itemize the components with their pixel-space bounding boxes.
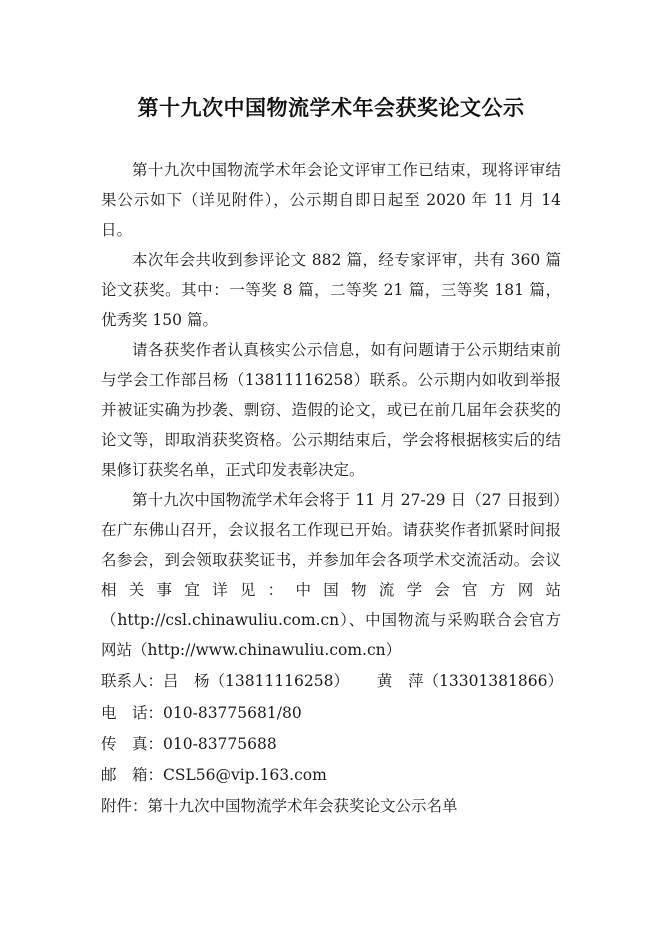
phone-label: 电 话： xyxy=(101,704,164,722)
contact-person-1: 吕 杨（13811116258） xyxy=(163,672,349,690)
contact-label: 联系人： xyxy=(101,672,164,690)
paragraph-review-result: 第十九次中国物流学术年会论文评审工作已结束，现将评审结果公示如下（详见附件），公示期自即日起至 2020 年 11 月 14 日。 xyxy=(101,161,561,239)
email-value: CSL56@vip.163.com xyxy=(163,766,327,784)
email-label: 邮 箱： xyxy=(101,766,164,784)
fax-line xyxy=(101,729,571,759)
email-line xyxy=(101,760,571,790)
paragraph-verification-notice: 请各获奖作者认真核实公示信息，如有问题请于公示期结束前与学会工作部吕杨（13811116258）联系。公示期内如收到举报并被证实确为抄袭、剽窃、造假的论文，或已在前几届年会获奖的论文等，即取消获奖资格。公示期结束后，学会将根据核实后的结果修订获奖名单，正式印发表彰决定。 xyxy=(101,341,561,479)
document-body xyxy=(101,155,561,665)
attachment-line xyxy=(101,791,571,821)
phone-line xyxy=(101,698,571,728)
contact-person-2: 黄 萍（13301381866） xyxy=(377,672,563,690)
contact-persons-line xyxy=(101,666,571,696)
paragraph-conference-info: 第十九次中国物流学术年会将于 11 月 27-29 日（27 日报到）在广东佛山召开，会议报名工作现已开始。请获奖作者抓紧时间报名参会，到会领取获奖证书，并参加年会各项学术交流活动。会议相关事宜详见：中国物流学会官方网站（http://csl.chinawuliu.com.cn）、中国物流与采购联合会官方网站（http://www.chinawuliu.com.cn） xyxy=(101,491,561,659)
fax-value: 010-83775688 xyxy=(163,735,277,753)
phone-value: 010-83775681/80 xyxy=(163,704,302,722)
paragraph-award-statistics: 本次年会共收到参评论文 882 篇，经专家评审，共有 360 篇论文获奖。其中：一等奖 8 篇，二等奖 21 篇，三等奖 181 篇，优秀奖 150 篇。 xyxy=(101,251,561,329)
fax-label: 传 真： xyxy=(101,735,164,753)
document-title: 第十九次中国物流学术年会获奖论文公示 xyxy=(137,96,525,120)
attachment-label: 附件： xyxy=(101,797,148,815)
attachment-value: 第十九次中国物流学术年会获奖论文公示名单 xyxy=(147,797,458,815)
